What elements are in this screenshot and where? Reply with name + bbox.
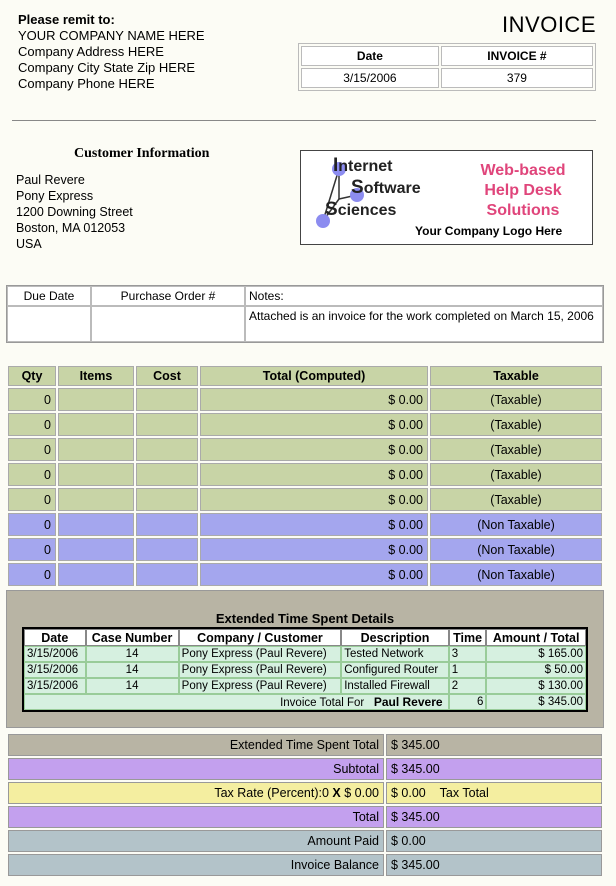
items-header: Items xyxy=(58,366,134,386)
extended-time-panel xyxy=(6,590,604,728)
company-name: YOUR COMPANY NAME HERE xyxy=(18,28,205,43)
line-item-row xyxy=(8,388,602,411)
date-invoice-table xyxy=(298,43,596,91)
ext-case: 14 xyxy=(86,678,179,694)
line-item-cost xyxy=(136,513,198,536)
line-item-cost xyxy=(136,563,198,586)
customer-street: 1200 Downing Street xyxy=(16,205,133,219)
line-item-name xyxy=(58,563,134,586)
line-item-name xyxy=(58,513,134,536)
ext-time: 2 xyxy=(449,678,487,694)
line-item-taxable: (Non Taxable) xyxy=(430,563,602,586)
line-item-total: $ 0.00 xyxy=(200,463,428,486)
ext-case: 14 xyxy=(86,662,179,678)
line-item-row xyxy=(8,413,602,436)
line-item-taxable: (Taxable) xyxy=(430,438,602,461)
line-item-total: $ 0.00 xyxy=(200,388,428,411)
line-item-cost xyxy=(136,463,198,486)
line-item-qty: 0 xyxy=(8,488,56,511)
po-value xyxy=(91,306,245,342)
po-label: Purchase Order # xyxy=(91,286,245,306)
line-item-total: $ 0.00 xyxy=(200,538,428,561)
line-item-cost xyxy=(136,538,198,561)
summary-total-label: Total xyxy=(8,806,384,828)
extended-time-title: Extended Time Spent Details xyxy=(215,611,395,626)
invoice-number: 379 xyxy=(441,68,593,88)
ext-date: 3/15/2006 xyxy=(24,662,86,678)
line-item-total: $ 0.00 xyxy=(200,413,428,436)
notes-label: Notes: xyxy=(245,286,603,306)
ext-date: 3/15/2006 xyxy=(24,646,86,662)
line-item-taxable: (Taxable) xyxy=(430,488,602,511)
customer-name: Paul Revere xyxy=(16,173,85,187)
ext-time-header: Time xyxy=(449,629,487,646)
ext-description-header: Description xyxy=(341,629,449,646)
summary-balance-value: $ 345.00 xyxy=(386,854,602,876)
ext-company-header: Company / Customer xyxy=(179,629,342,646)
line-item-name xyxy=(58,438,134,461)
line-item-taxable: (Taxable) xyxy=(430,463,602,486)
due-date-value xyxy=(7,306,91,342)
line-item-row xyxy=(8,438,602,461)
ext-time: 3 xyxy=(449,646,487,662)
line-item-total: $ 0.00 xyxy=(200,513,428,536)
customer-city: Boston, MA 012053 xyxy=(16,221,126,235)
line-items-table xyxy=(6,364,604,588)
ext-company: Pony Express (Paul Revere) xyxy=(179,662,342,678)
line-item-total: $ 0.00 xyxy=(200,488,428,511)
qty-header: Qty xyxy=(8,366,56,386)
remit-block xyxy=(18,12,205,92)
ext-time: 1 xyxy=(449,662,487,678)
line-item-row xyxy=(8,463,602,486)
line-item-qty: 0 xyxy=(8,388,56,411)
customer-company: Pony Express xyxy=(16,189,94,203)
summary-subtotal-value: $ 345.00 xyxy=(386,758,602,780)
ext-description: Configured Router xyxy=(341,662,449,678)
logo-wordmark: Internet Software Sciences xyxy=(325,155,421,220)
ext-case-header: Case Number xyxy=(86,629,179,646)
summary-extended-value: $ 345.00 xyxy=(386,734,602,756)
ext-date-header: Date xyxy=(24,629,86,646)
line-item-taxable: (Taxable) xyxy=(430,388,602,411)
cost-header: Cost xyxy=(136,366,198,386)
invoice-meta-table xyxy=(6,285,604,343)
ext-amount: $ 50.00 xyxy=(486,662,586,678)
summary-tax-value: $ 0.00 Tax Total xyxy=(386,782,602,804)
total-header: Total (Computed) xyxy=(200,366,428,386)
line-item-name xyxy=(58,538,134,561)
line-item-taxable: (Non Taxable) xyxy=(430,513,602,536)
customer-country: USA xyxy=(16,237,42,251)
invoice-number-header: INVOICE # xyxy=(441,46,593,66)
line-item-qty: 0 xyxy=(8,463,56,486)
ext-case: 14 xyxy=(86,646,179,662)
ext-date: 3/15/2006 xyxy=(24,678,86,694)
ext-row xyxy=(24,662,586,678)
ext-total-label: Invoice Total For Paul Revere xyxy=(24,694,449,710)
ext-amount-header: Amount / Total xyxy=(486,629,586,646)
line-item-taxable: (Taxable) xyxy=(430,413,602,436)
company-address: Company Address HERE xyxy=(18,44,164,59)
line-item-total: $ 0.00 xyxy=(200,563,428,586)
ext-total-amount: $ 345.00 xyxy=(486,694,586,710)
ext-amount: $ 130.00 xyxy=(486,678,586,694)
ext-row xyxy=(24,678,586,694)
summary-balance-label: Invoice Balance xyxy=(8,854,384,876)
line-item-row xyxy=(8,563,602,586)
line-item-cost xyxy=(136,488,198,511)
summary-extended-row xyxy=(8,734,602,756)
date-header: Date xyxy=(301,46,439,66)
extended-time-table xyxy=(22,627,588,712)
summary-tax-label: Tax Rate (Percent):0 X $ 0.00 xyxy=(8,782,384,804)
ext-company: Pony Express (Paul Revere) xyxy=(179,646,342,662)
line-item-taxable: (Non Taxable) xyxy=(430,538,602,561)
logo-caption: Your Company Logo Here xyxy=(415,224,563,238)
line-item-row xyxy=(8,488,602,511)
summary-total-value: $ 345.00 xyxy=(386,806,602,828)
summary-total-row xyxy=(8,806,602,828)
ext-description: Tested Network xyxy=(341,646,449,662)
due-date-label: Due Date xyxy=(7,286,91,306)
notes-value: Attached is an invoice for the work completed on March 15, 2006 xyxy=(245,306,603,342)
summary-subtotal-label: Subtotal xyxy=(8,758,384,780)
line-item-name xyxy=(58,463,134,486)
line-item-total: $ 0.00 xyxy=(200,438,428,461)
remit-label: Please remit to: xyxy=(18,12,115,27)
line-item-qty: 0 xyxy=(8,513,56,536)
ext-total-name: Paul Revere xyxy=(373,695,443,709)
line-item-name xyxy=(58,488,134,511)
summary-table xyxy=(6,732,604,878)
line-item-row xyxy=(8,538,602,561)
line-item-cost xyxy=(136,413,198,436)
line-item-cost xyxy=(136,388,198,411)
line-item-name xyxy=(58,388,134,411)
ext-row xyxy=(24,646,586,662)
company-phone: Company Phone HERE xyxy=(18,76,155,91)
company-logo xyxy=(300,150,593,245)
summary-balance-row xyxy=(8,854,602,876)
line-item-qty: 0 xyxy=(8,563,56,586)
logo-tagline: Web-based Help Desk Solutions xyxy=(480,162,566,219)
taxable-header: Taxable xyxy=(430,366,602,386)
ext-total-time: 6 xyxy=(449,694,487,710)
customer-heading: Customer Information xyxy=(74,146,210,161)
summary-tax-row xyxy=(8,782,602,804)
line-item-qty: 0 xyxy=(8,413,56,436)
ext-description: Installed Firewall xyxy=(341,678,449,694)
summary-paid-value: $ 0.00 xyxy=(386,830,602,852)
invoice-title: INVOICE xyxy=(502,12,596,37)
line-item-name xyxy=(58,413,134,436)
divider xyxy=(12,120,596,121)
summary-paid-row xyxy=(8,830,602,852)
customer-address xyxy=(16,172,133,252)
line-item-row xyxy=(8,513,602,536)
line-item-qty: 0 xyxy=(8,538,56,561)
invoice-date: 3/15/2006 xyxy=(301,68,439,88)
summary-paid-label: Amount Paid xyxy=(8,830,384,852)
summary-extended-label: Extended Time Spent Total xyxy=(8,734,384,756)
line-item-qty: 0 xyxy=(8,438,56,461)
summary-subtotal-row xyxy=(8,758,602,780)
ext-company: Pony Express (Paul Revere) xyxy=(179,678,342,694)
line-item-cost xyxy=(136,438,198,461)
company-city: Company City State Zip HERE xyxy=(18,60,196,75)
ext-total-row xyxy=(24,694,586,710)
ext-amount: $ 165.00 xyxy=(486,646,586,662)
